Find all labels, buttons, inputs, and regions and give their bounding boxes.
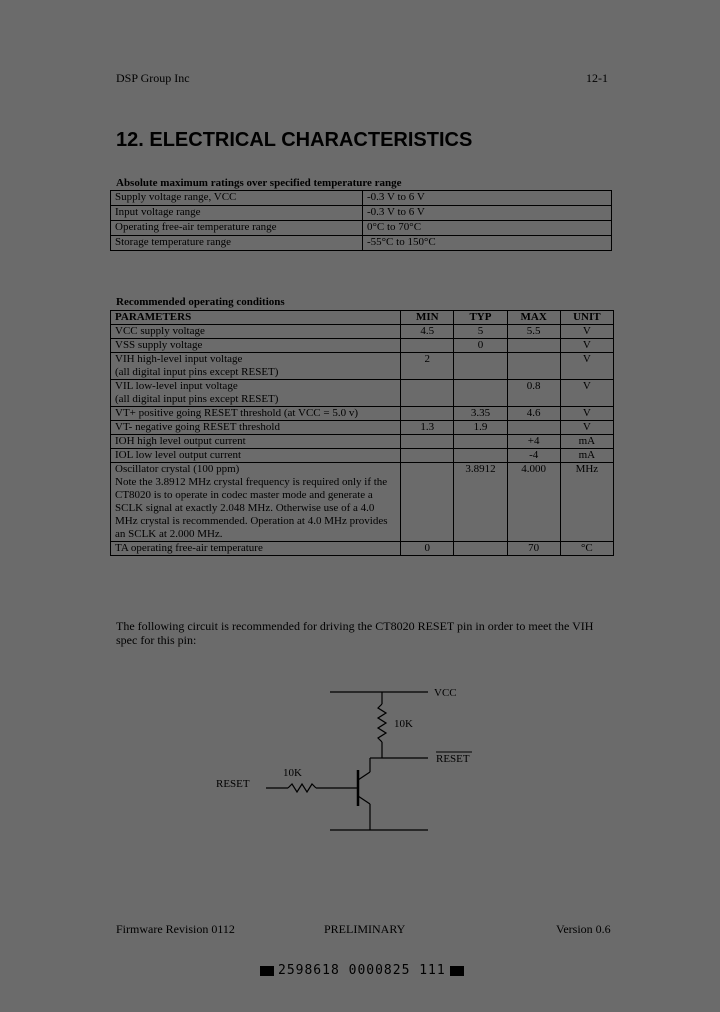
param-cell: [111, 542, 401, 556]
page-title: 12. ELECTRICAL CHARACTERISTICS: [116, 129, 473, 151]
header-parameters: PARAMETERS: [111, 311, 401, 325]
table-row: [111, 325, 614, 339]
typ-cell: [454, 380, 507, 407]
min-cell: [401, 339, 454, 353]
header-min: MIN: [401, 311, 454, 325]
typ-cell: 3.8912: [454, 463, 507, 542]
min-cell: [401, 449, 454, 463]
max-cell: 5.5: [507, 325, 560, 339]
unit-cell: V: [560, 380, 613, 407]
unit-cell: mA: [560, 435, 613, 449]
min-cell: 4.5: [401, 325, 454, 339]
unit-cell: V: [560, 421, 613, 435]
unit-cell: V: [560, 407, 613, 421]
footer-preliminary: PRELIMINARY: [324, 922, 406, 936]
header-unit: UNIT: [560, 311, 613, 325]
param-cell: [111, 463, 401, 542]
typ-cell: [454, 542, 507, 556]
recommended-table: [110, 310, 614, 556]
param-cell: [111, 339, 401, 353]
typ-cell: 1.9: [454, 421, 507, 435]
base-resistor: [288, 784, 316, 792]
value-cell: -0.3 V to 6 V: [363, 206, 612, 221]
max-cell: 0.8: [507, 380, 560, 407]
pullup-resistor-label: 10K: [394, 718, 413, 730]
param-name: VT+ positive going RESET threshold (at VCC = 5.0 v): [115, 407, 358, 419]
typ-cell: [454, 353, 507, 380]
param-name: VIH high-level input voltage: [115, 353, 243, 365]
table-header-row: [111, 311, 614, 325]
param-note: Note the 3.8912 MHz crystal frequency is required only if the CT8020 is to operate in codec master mode and generate a SCLK signal at exactly 2.048 MHz. Otherwise use of a 4.0 MHz crystal is recommended. Operation at 4.0 MHz provides an SCLK at 2.000 MHz.: [115, 476, 388, 540]
table-row: [111, 421, 614, 435]
param-cell: [111, 380, 401, 407]
unit-cell: mA: [560, 449, 613, 463]
param-cell: [111, 353, 401, 380]
param-name: VT- negative going RESET threshold: [115, 421, 280, 433]
absolute-max-caption: Absolute maximum ratings over specified temperature range: [116, 177, 402, 189]
table-row: [111, 236, 612, 251]
unit-cell: V: [560, 339, 613, 353]
reset-circuit-diagram: [210, 680, 470, 840]
recommended-caption: Recommended operating conditions: [116, 296, 285, 308]
min-cell: [401, 380, 454, 407]
typ-cell: 5: [454, 325, 507, 339]
table-row: [111, 206, 612, 221]
reset-output-label: RESET: [436, 753, 470, 765]
param-cell: Operating free-air temperature range: [111, 221, 363, 236]
scan-code-text: 2598618 0000825 111: [278, 963, 446, 978]
table-row: [111, 191, 612, 206]
scan-code: [256, 963, 468, 978]
base-resistor-label: 10K: [283, 767, 302, 779]
param-cell: [111, 421, 401, 435]
param-name: IOL low level output current: [115, 449, 242, 461]
header-max: MAX: [507, 311, 560, 325]
param-note: (all digital input pins except RESET): [115, 366, 279, 378]
value-cell: -0.3 V to 6 V: [363, 191, 612, 206]
param-cell: Supply voltage range, VCC: [111, 191, 363, 206]
max-cell: [507, 339, 560, 353]
max-cell: 4.6: [507, 407, 560, 421]
param-name: Oscillator crystal (100 ppm): [115, 463, 240, 475]
table-row: [111, 380, 614, 407]
scan-mark-left: [260, 966, 274, 976]
typ-cell: 3.35: [454, 407, 507, 421]
max-cell: 4.000: [507, 463, 560, 542]
param-name: VIL low-level input voltage: [115, 380, 238, 392]
header-typ: TYP: [454, 311, 507, 325]
min-cell: [401, 435, 454, 449]
max-cell: 70: [507, 542, 560, 556]
min-cell: 0: [401, 542, 454, 556]
table-row: [111, 449, 614, 463]
footer-version: Version 0.6: [556, 922, 611, 936]
typ-cell: [454, 435, 507, 449]
typ-cell: [454, 449, 507, 463]
company-name: DSP Group Inc: [116, 71, 190, 85]
min-cell: [401, 407, 454, 421]
page-number: 12-1: [586, 71, 608, 85]
min-cell: 2: [401, 353, 454, 380]
min-cell: [401, 463, 454, 542]
table-row: [111, 463, 614, 542]
param-cell: [111, 325, 401, 339]
param-name: TA operating free-air temperature: [115, 542, 263, 554]
table-row: [111, 542, 614, 556]
unit-cell: V: [560, 325, 613, 339]
table-row: [111, 221, 612, 236]
max-cell: [507, 421, 560, 435]
min-cell: 1.3: [401, 421, 454, 435]
unit-cell: °C: [560, 542, 613, 556]
scan-mark-right: [450, 966, 464, 976]
value-cell: 0°C to 70°C: [363, 221, 612, 236]
circuit-description: The following circuit is recommended for driving the CT8020 RESET pin in order to meet the VIH spec for this pin:: [116, 619, 594, 647]
unit-cell: V: [560, 353, 613, 380]
table-row: [111, 435, 614, 449]
table-row: [111, 353, 614, 380]
absolute-max-table: [110, 190, 612, 251]
footer-revision: Firmware Revision 0112: [116, 922, 235, 936]
param-name: IOH high level output current: [115, 435, 246, 447]
table-row: [111, 339, 614, 353]
vcc-label: VCC: [434, 687, 457, 699]
param-cell: Input voltage range: [111, 206, 363, 221]
param-name: VCC supply voltage: [115, 325, 205, 337]
pull-up-resistor: [378, 704, 386, 742]
param-cell: Storage temperature range: [111, 236, 363, 251]
param-note: (all digital input pins except RESET): [115, 393, 279, 405]
typ-cell: 0: [454, 339, 507, 353]
max-cell: +4: [507, 435, 560, 449]
max-cell: -4: [507, 449, 560, 463]
unit-cell: MHz: [560, 463, 613, 542]
param-cell: [111, 449, 401, 463]
table-row: [111, 407, 614, 421]
param-cell: [111, 407, 401, 421]
param-cell: [111, 435, 401, 449]
value-cell: -55°C to 150°C: [363, 236, 612, 251]
max-cell: [507, 353, 560, 380]
param-name: VSS supply voltage: [115, 339, 203, 351]
reset-input-label: RESET: [216, 778, 250, 790]
